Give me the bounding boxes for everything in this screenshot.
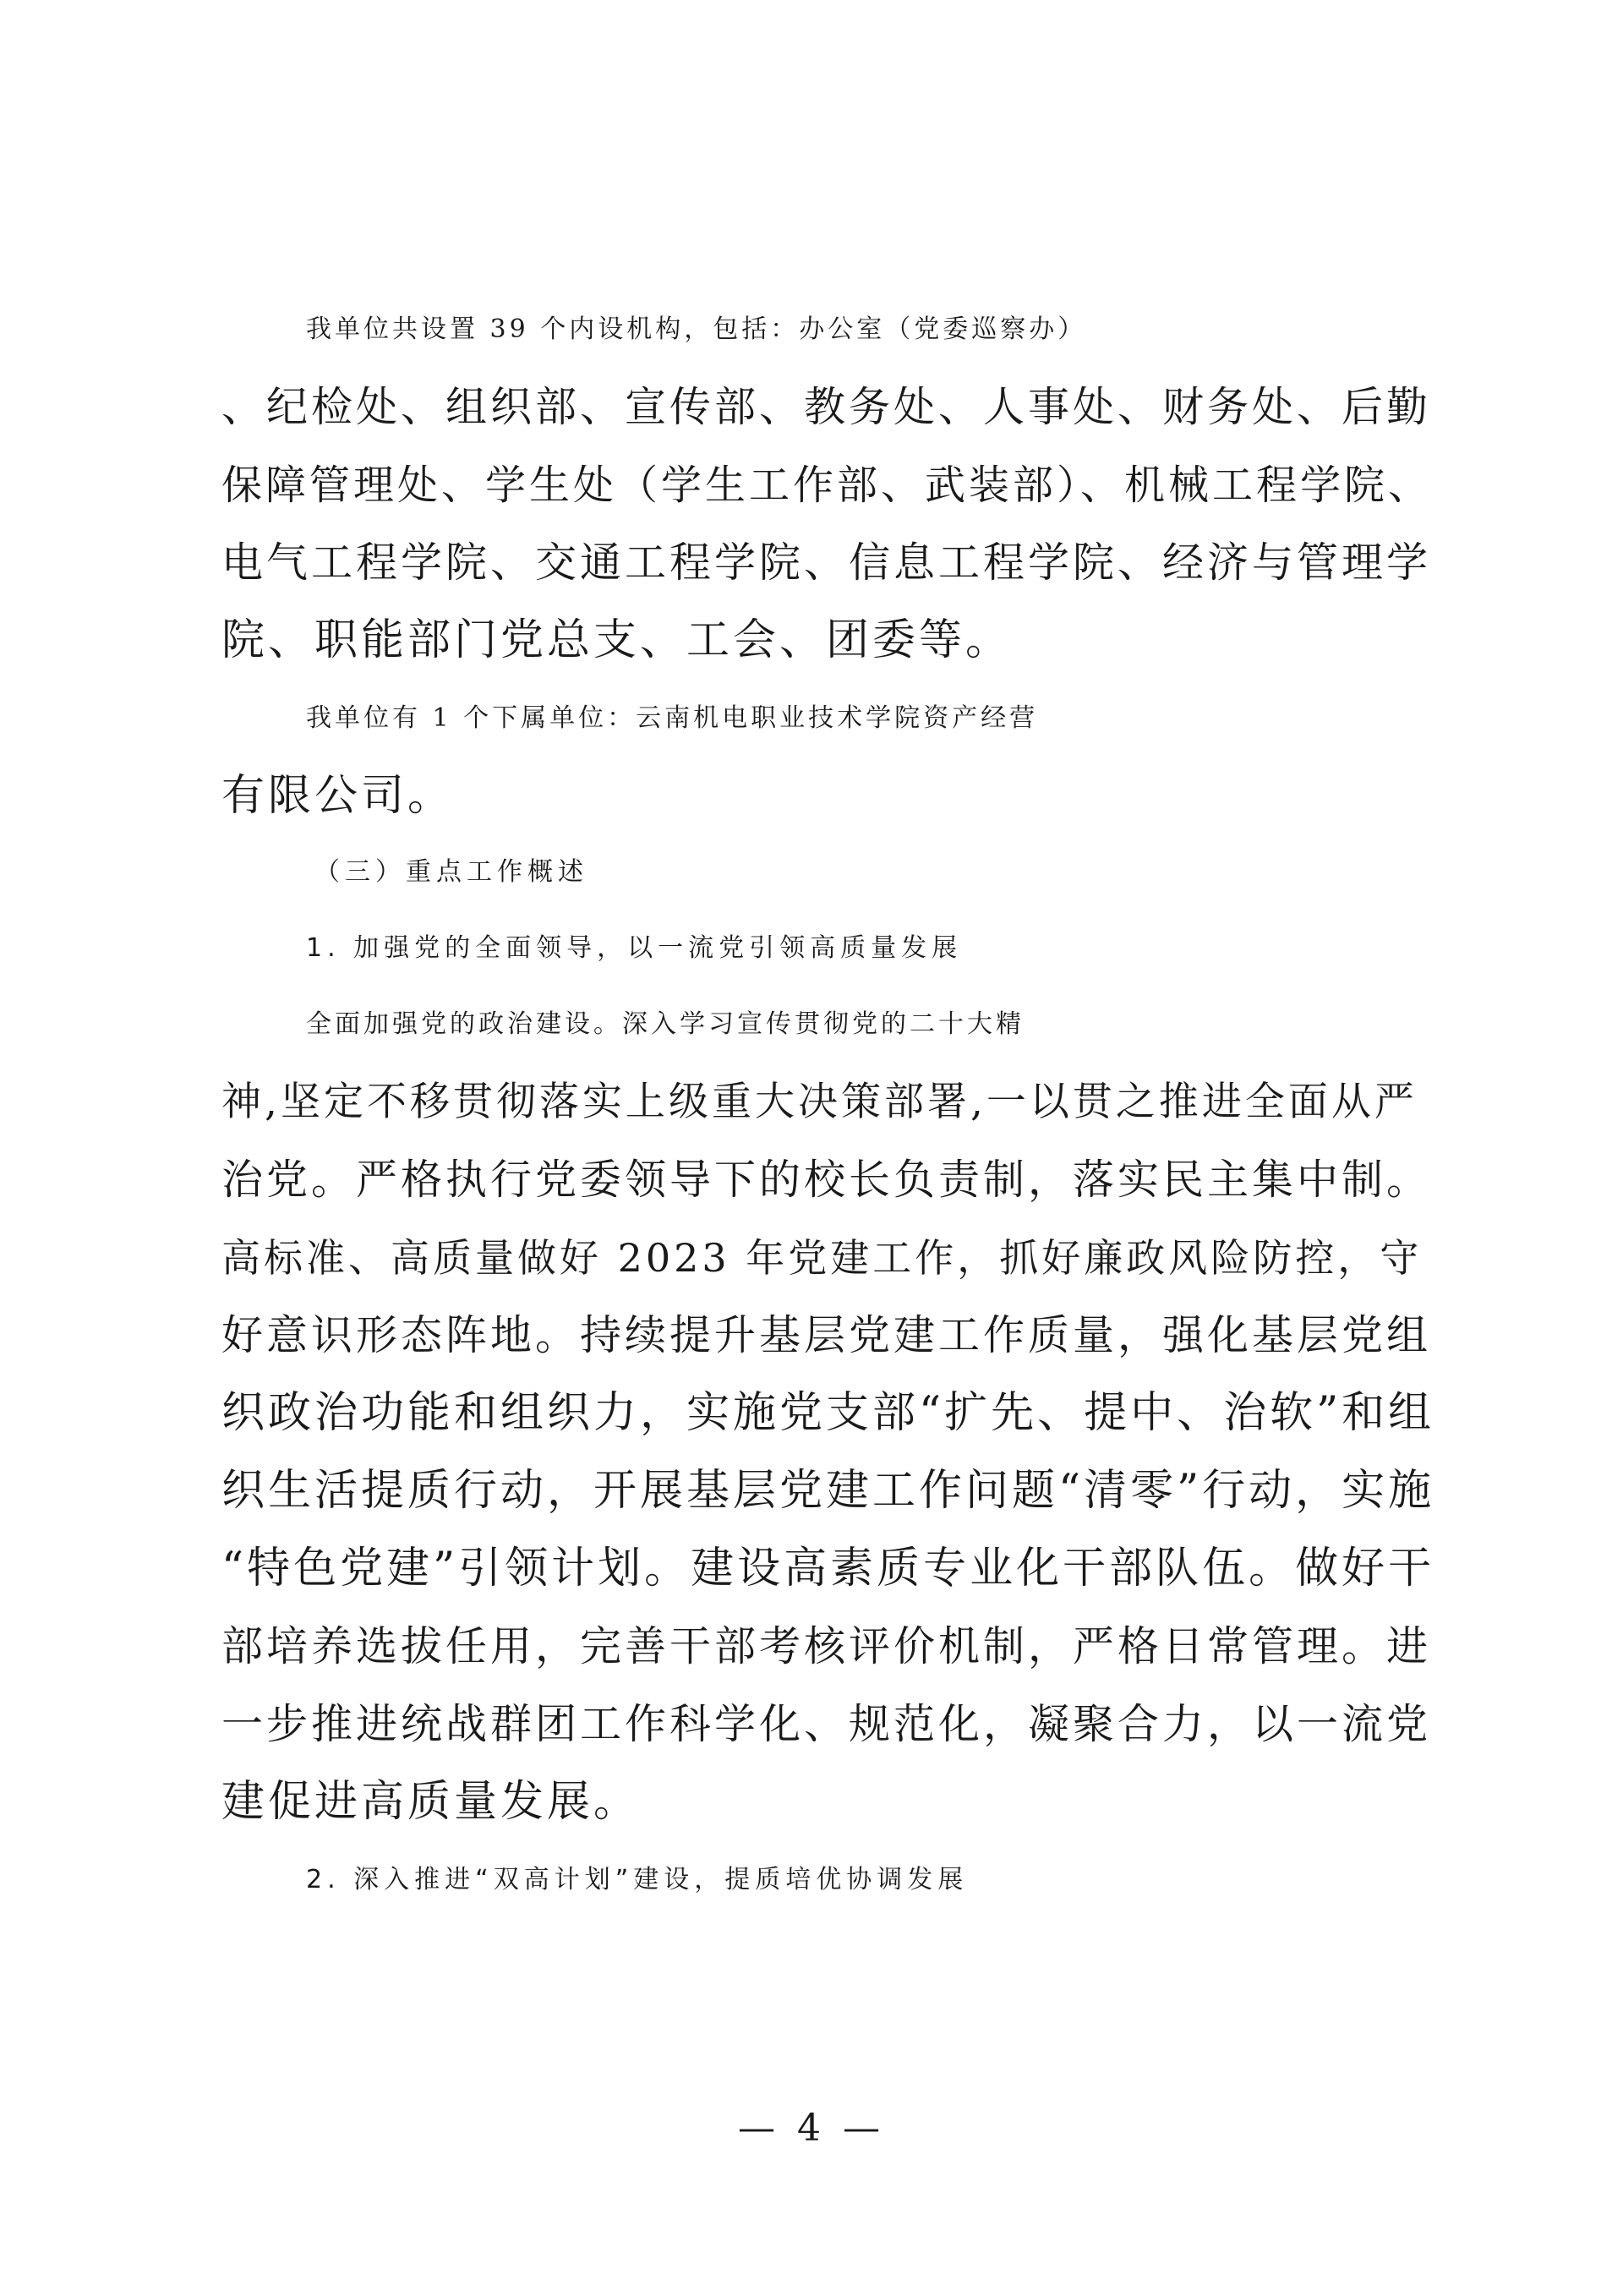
paragraph-line: 院、职能部门党总支、工会、团委等。	[221, 615, 1013, 665]
paragraph-line: 、纪检处、组织部、宣传部、教务处、人事处、财务处、后勤	[221, 383, 1432, 431]
paragraph-line: 神,坚定不移贯彻落实上级重大决策部署,一以贯之推进全面从严	[221, 1079, 1418, 1125]
paragraph-line: 有限公司。	[221, 771, 455, 821]
paragraph-line: 好意识形态阵地。持续提升基层党建工作质量，强化基层党组	[221, 1311, 1432, 1359]
paragraph-line: 电气工程学院、交通工程学院、信息工程学院、经济与管理学	[221, 538, 1432, 587]
page-number: — 4 —	[738, 2107, 885, 2150]
paragraph-line: 全面加强党的政治建设。深入学习宣传贯彻党的二十大精	[306, 1009, 1025, 1039]
paragraph-line: 织政治功能和组织力，实施党支部“扩先、提中、治软”和组	[221, 1388, 1435, 1438]
subsection-heading: 1. 加强党的全面领导，以一流党引领高质量发展	[306, 933, 963, 963]
paragraph-line: 我单位有 1 个下属单位：云南机电职业技术学院资产经营	[306, 703, 1039, 733]
paragraph-line: 高标准、高质量做好 2023 年党建工作，抓好廉政风险防控，守	[221, 1235, 1423, 1281]
paragraph-line: 部培养选拔任用，完善干部考核评价机制，严格日常管理。进	[221, 1622, 1432, 1670]
paragraph-line: 我单位共设置 39 个内设机构，包括：办公室（党委巡察办）	[306, 314, 1087, 344]
paragraph-line: “特色党建”引领计划。建设高素质专业化干部队伍。做好干	[221, 1544, 1435, 1594]
section-heading: （三）重点工作概述	[314, 857, 588, 887]
paragraph-line: 一步推进统战群团工作科学化、规范化，凝聚合力，以一流党	[221, 1700, 1432, 1748]
paragraph-line: 织生活提质行动，开展基层党建工作问题“清零”行动，实施	[221, 1466, 1435, 1516]
paragraph-line: 治党。严格执行党委领导下的校长负责制，落实民主集中制。	[221, 1156, 1432, 1204]
subsection-heading: 2. 深入推进“双高计划”建设，提质培优协调发展	[306, 1865, 969, 1894]
paragraph-line: 保障管理处、学生处（学生工作部、武装部）、机械工程学院、	[221, 462, 1433, 509]
paragraph-line: 建促进高质量发展。	[221, 1777, 641, 1827]
